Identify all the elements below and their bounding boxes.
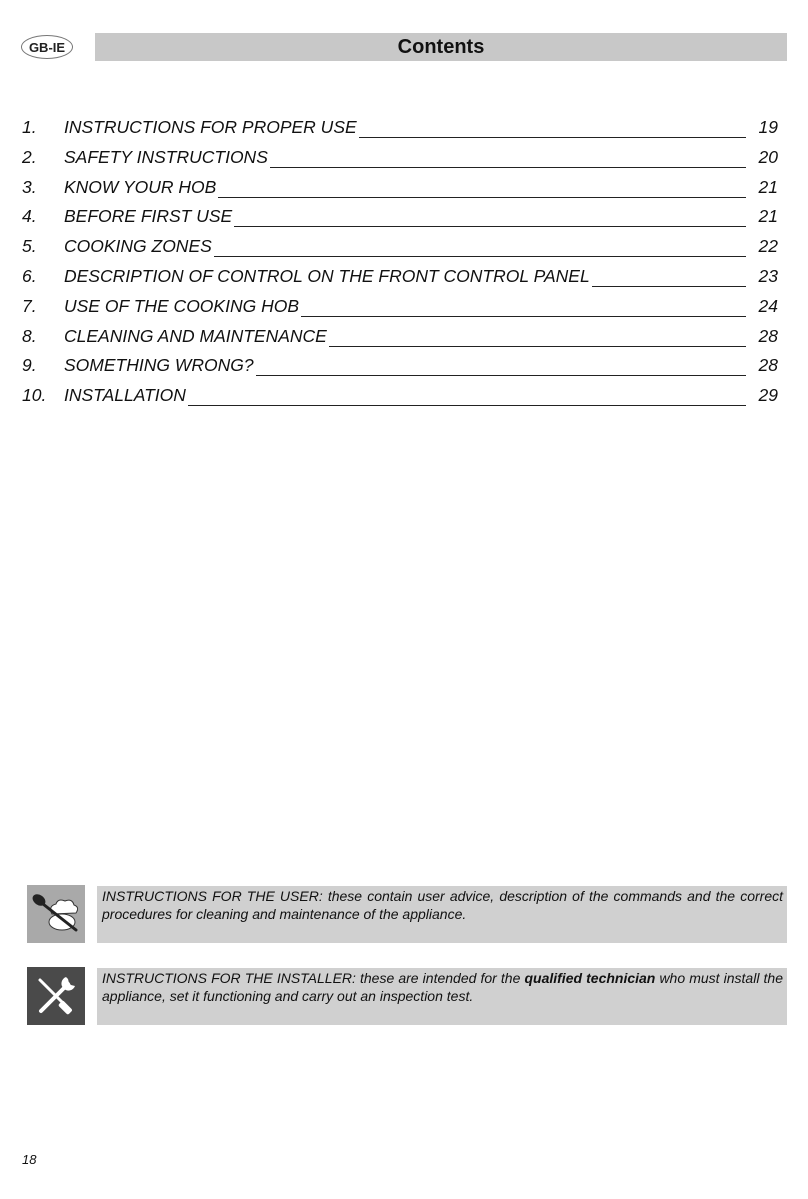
toc-page: 19 xyxy=(758,117,778,137)
toc-page: 21 xyxy=(758,206,778,227)
toc-entry[interactable] xyxy=(0,380,808,410)
user-instructions-text: INSTRUCTIONS FOR THE USER: these contain user advice, description of the commands and the correct procedures for cleaning and maintenance of the appliance. xyxy=(97,885,787,943)
toc-number: 2. xyxy=(22,146,37,167)
toc-label: KNOW YOUR HOB xyxy=(64,176,217,197)
toc-label: DESCRIPTION OF CONTROL ON THE FRONT CONTROL PANEL xyxy=(64,265,590,286)
toc-page: 28 xyxy=(758,355,778,376)
installer-instructions-note xyxy=(27,967,787,1025)
toc-number: 8. xyxy=(22,325,37,346)
toc-entry[interactable] xyxy=(0,291,808,321)
toc-page: 21 xyxy=(758,176,778,197)
toc-label: INSTRUCTIONS FOR PROPER USE xyxy=(64,117,357,137)
toc-entry[interactable] xyxy=(0,350,808,380)
toc-leader xyxy=(188,387,746,406)
toc-number: 7. xyxy=(22,295,37,316)
toc-leader xyxy=(256,357,746,376)
toc-label: INSTALLATION xyxy=(64,385,186,406)
toc-number: 3. xyxy=(22,176,37,197)
toc-entry[interactable] xyxy=(0,142,808,172)
toc-label: SOMETHING WRONG? xyxy=(64,355,254,376)
table-of-contents xyxy=(0,112,808,410)
toc-label: USE OF THE COOKING HOB xyxy=(64,295,299,316)
toc-leader xyxy=(592,268,746,287)
language-badge: GB-IE xyxy=(21,35,73,59)
wrench-screwdriver-icon xyxy=(27,967,85,1025)
toc-leader xyxy=(329,328,746,347)
toc-page: 22 xyxy=(758,236,778,257)
toc-leader xyxy=(214,238,746,257)
toc-label: BEFORE FIRST USE xyxy=(64,206,233,227)
toc-leader xyxy=(234,208,746,227)
user-instructions-note xyxy=(27,885,787,943)
toc-number: 6. xyxy=(22,265,37,286)
toc-number: 9. xyxy=(22,355,37,376)
toc-number: 5. xyxy=(22,236,37,257)
toc-entry[interactable] xyxy=(0,261,808,291)
toc-page: 24 xyxy=(758,295,778,316)
toc-entry[interactable] xyxy=(0,321,808,351)
installer-instructions-text xyxy=(97,967,787,1025)
installer-text-rest: who must install the appliance, set it functioning and carry out an inspection test. xyxy=(102,970,783,1004)
toc-entry[interactable] xyxy=(0,201,808,231)
toc-leader xyxy=(301,298,746,317)
toc-label: COOKING ZONES xyxy=(64,236,212,257)
toc-number: 10. xyxy=(22,385,47,406)
page-title: Contents xyxy=(95,33,787,61)
toc-entry[interactable] xyxy=(0,112,808,142)
installer-text-intro: INSTRUCTIONS FOR THE INSTALLER: these are intended for the xyxy=(102,970,525,986)
page-number: 18 xyxy=(22,1152,37,1167)
spoon-chef-hat-icon xyxy=(27,885,85,943)
toc-label: CLEANING AND MAINTENANCE xyxy=(64,325,327,346)
toc-page: 29 xyxy=(758,385,778,406)
toc-leader xyxy=(218,179,746,198)
toc-number: 1. xyxy=(22,117,37,137)
toc-page: 23 xyxy=(758,265,778,286)
toc-page: 28 xyxy=(758,325,778,346)
toc-entry[interactable] xyxy=(0,231,808,261)
toc-entry[interactable] xyxy=(0,172,808,202)
toc-label: SAFETY INSTRUCTIONS xyxy=(64,146,268,167)
toc-number: 4. xyxy=(22,206,37,227)
toc-page: 20 xyxy=(758,146,778,167)
toc-leader xyxy=(359,119,746,138)
qualified-technician-emphasis: qualified technician xyxy=(524,970,656,986)
toc-leader xyxy=(270,149,746,168)
